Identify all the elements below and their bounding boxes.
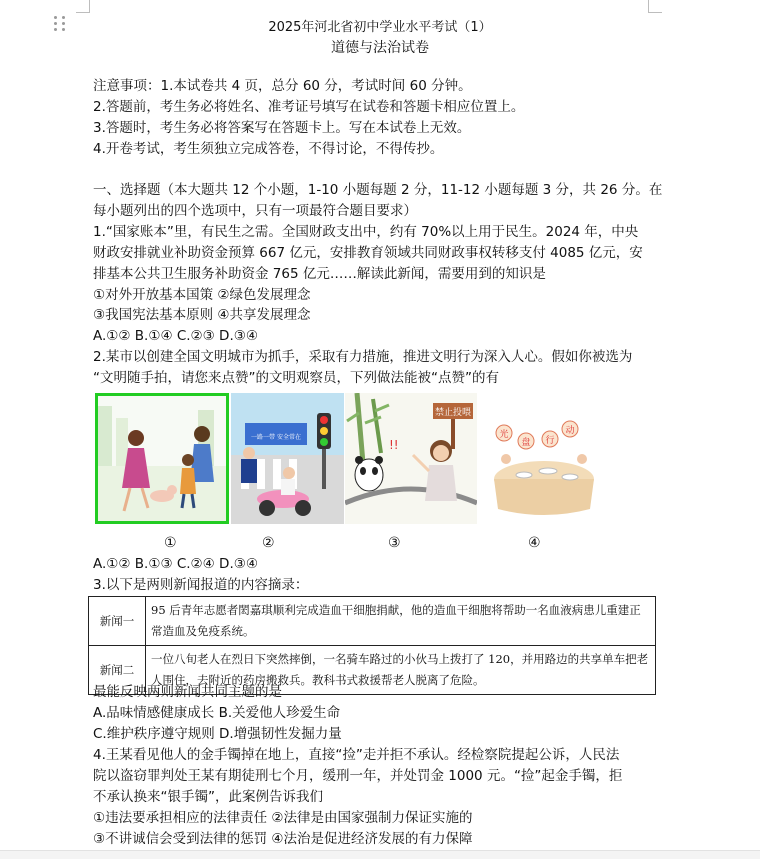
no-feeding-sign: 禁止投喂: [434, 408, 472, 418]
kids-dog-illustration: [98, 396, 226, 521]
illustration-1-selected[interactable]: [95, 393, 229, 524]
q1-text: 财政安排就业补助资金预算 667 亿元，安排教育领域共同财政事权转移支付 4085 亿元，安: [93, 245, 643, 261]
note-line: 4.开卷考试，考生须独立完成答卷，不得讨论，不得传抄。: [93, 141, 444, 157]
q4-text: 不承认换来“银手镯”，此案例告诉我们: [93, 789, 323, 805]
section-heading: 一、选择题（本大题共 12 个小题，1-10 小题每题 2 分，11-12 小题每题 3 分，共 26 分。在: [93, 182, 663, 198]
illustration-3[interactable]: [345, 393, 477, 524]
news-table: [88, 596, 656, 695]
plate-word-3: 行: [545, 436, 555, 446]
image-caption-1: ①: [164, 535, 177, 551]
crop-mark-right-h: [648, 12, 662, 13]
q1-answers: A.①② B.①④ C.②③ D.③④: [93, 328, 258, 344]
q2-answers: A.①② B.①③ C.②④ D.③④: [93, 556, 258, 572]
q2-text: 2.某市以创建全国文明城市为抓手，采取有力措施，推进文明行为深入人心。假如你被选为: [93, 349, 633, 365]
svg-text:!!: !!: [389, 438, 399, 452]
news-text: 95 后青年志愿者閎嘉琪顺利完成造血干细胞捐献，他的造血干细胞将帮助一名血液病患儿重建正常造血及免疫系统。: [146, 597, 656, 646]
q1-options: ①对外开放基本国策 ②绿色发展理念: [93, 287, 311, 303]
q3-intro: 3.以下是两则新闻报道的内容摘录：: [93, 577, 309, 593]
news-text: 一位八旬老人在烈日下突然摔倒，一名骑车路过的小伙马上拨打了 120，并用路边的共享单车把老人围住，去附近的药房搬救兵。教科书式救援帮老人脱离了危险。: [146, 646, 656, 695]
q1-options: ③我国宪法基本原则 ④共享发展理念: [93, 307, 311, 323]
crop-mark-right-v: [648, 0, 649, 12]
plate-word-4: 动: [565, 426, 575, 436]
q2-text: “文明随手拍，请您来点赞”的文明观察员，下列做法能被“点赞”的有: [93, 370, 499, 386]
note-line: 3.答题时，考生务必将答案写在答题卡上。写在本试卷上无效。: [93, 120, 471, 136]
q3-question: 最能反映两则新闻共同主题的是: [93, 684, 282, 700]
q1-text: 1.“国家账本”里，有民生之需。全国财政支出中，约有 70%以上用于民生。2024 年，中央: [93, 224, 639, 240]
q1-text: 排基本公共卫生服务补助资金 765 亿元……解读此新闻，需要用到的知识是: [93, 266, 546, 282]
traffic-illustration: [231, 393, 344, 524]
news-label: 新闻一: [89, 597, 146, 646]
image-caption-4: ④: [528, 535, 541, 551]
crop-mark-left-v: [89, 0, 90, 12]
exam-subtitle: 道德与法治试卷: [331, 40, 429, 56]
exam-title: 2025年河北省初中学业水平考试（1）: [268, 20, 492, 35]
q3-options: A.品味情感健康成长 B.关爱他人珍爱生命: [93, 705, 341, 721]
plate-word-1: 光: [499, 430, 509, 440]
q3-options: C.维护秩序遵守规则 D.增强韧性发掘力量: [93, 726, 342, 742]
note-line: 2.答题前，考生务必将姓名、准考证号填写在试卷和答题卡相应位置上。: [93, 99, 525, 115]
section-heading: 每小题列出的四个选项中，只有一项最符合题目要求）: [93, 203, 417, 219]
news-label: 新闻二: [89, 646, 146, 695]
plate-word-2: 盘: [521, 438, 531, 448]
illustration-4[interactable]: [484, 393, 600, 524]
image-caption-2: ②: [262, 535, 275, 551]
table-row: [89, 597, 656, 646]
q4-text: 院以盗窃罪判处王某有期徒刑七个月，缓刑一年，并处罚金 1000 元。“捡”起金手镯，拒: [93, 768, 623, 784]
image-caption-3: ③: [388, 535, 401, 551]
q4-options: ③不讲诚信会受到法律的惩罚 ④法治是促进经济发展的有力保障: [93, 831, 473, 847]
note-line: 注意事项：1.本试卷共 4 页，总分 60 分，考试时间 60 分钟。: [93, 78, 472, 94]
q4-options: ①违法要承担相应的法律责任 ②法律是由国家强制力保证实施的: [93, 810, 473, 826]
crop-mark-left-h: [76, 12, 90, 13]
q4-text: 4.王某看见他人的金手镯掉在地上，直接“捡”走并拒不承认。经检察院提起公诉，人民法: [93, 747, 620, 763]
clean-plate-illustration: [484, 393, 600, 524]
illustration-2[interactable]: [231, 393, 344, 524]
panda-feeding-illustration: [345, 393, 477, 524]
traffic-sign-text: 一路一带 安全常在: [251, 434, 301, 441]
